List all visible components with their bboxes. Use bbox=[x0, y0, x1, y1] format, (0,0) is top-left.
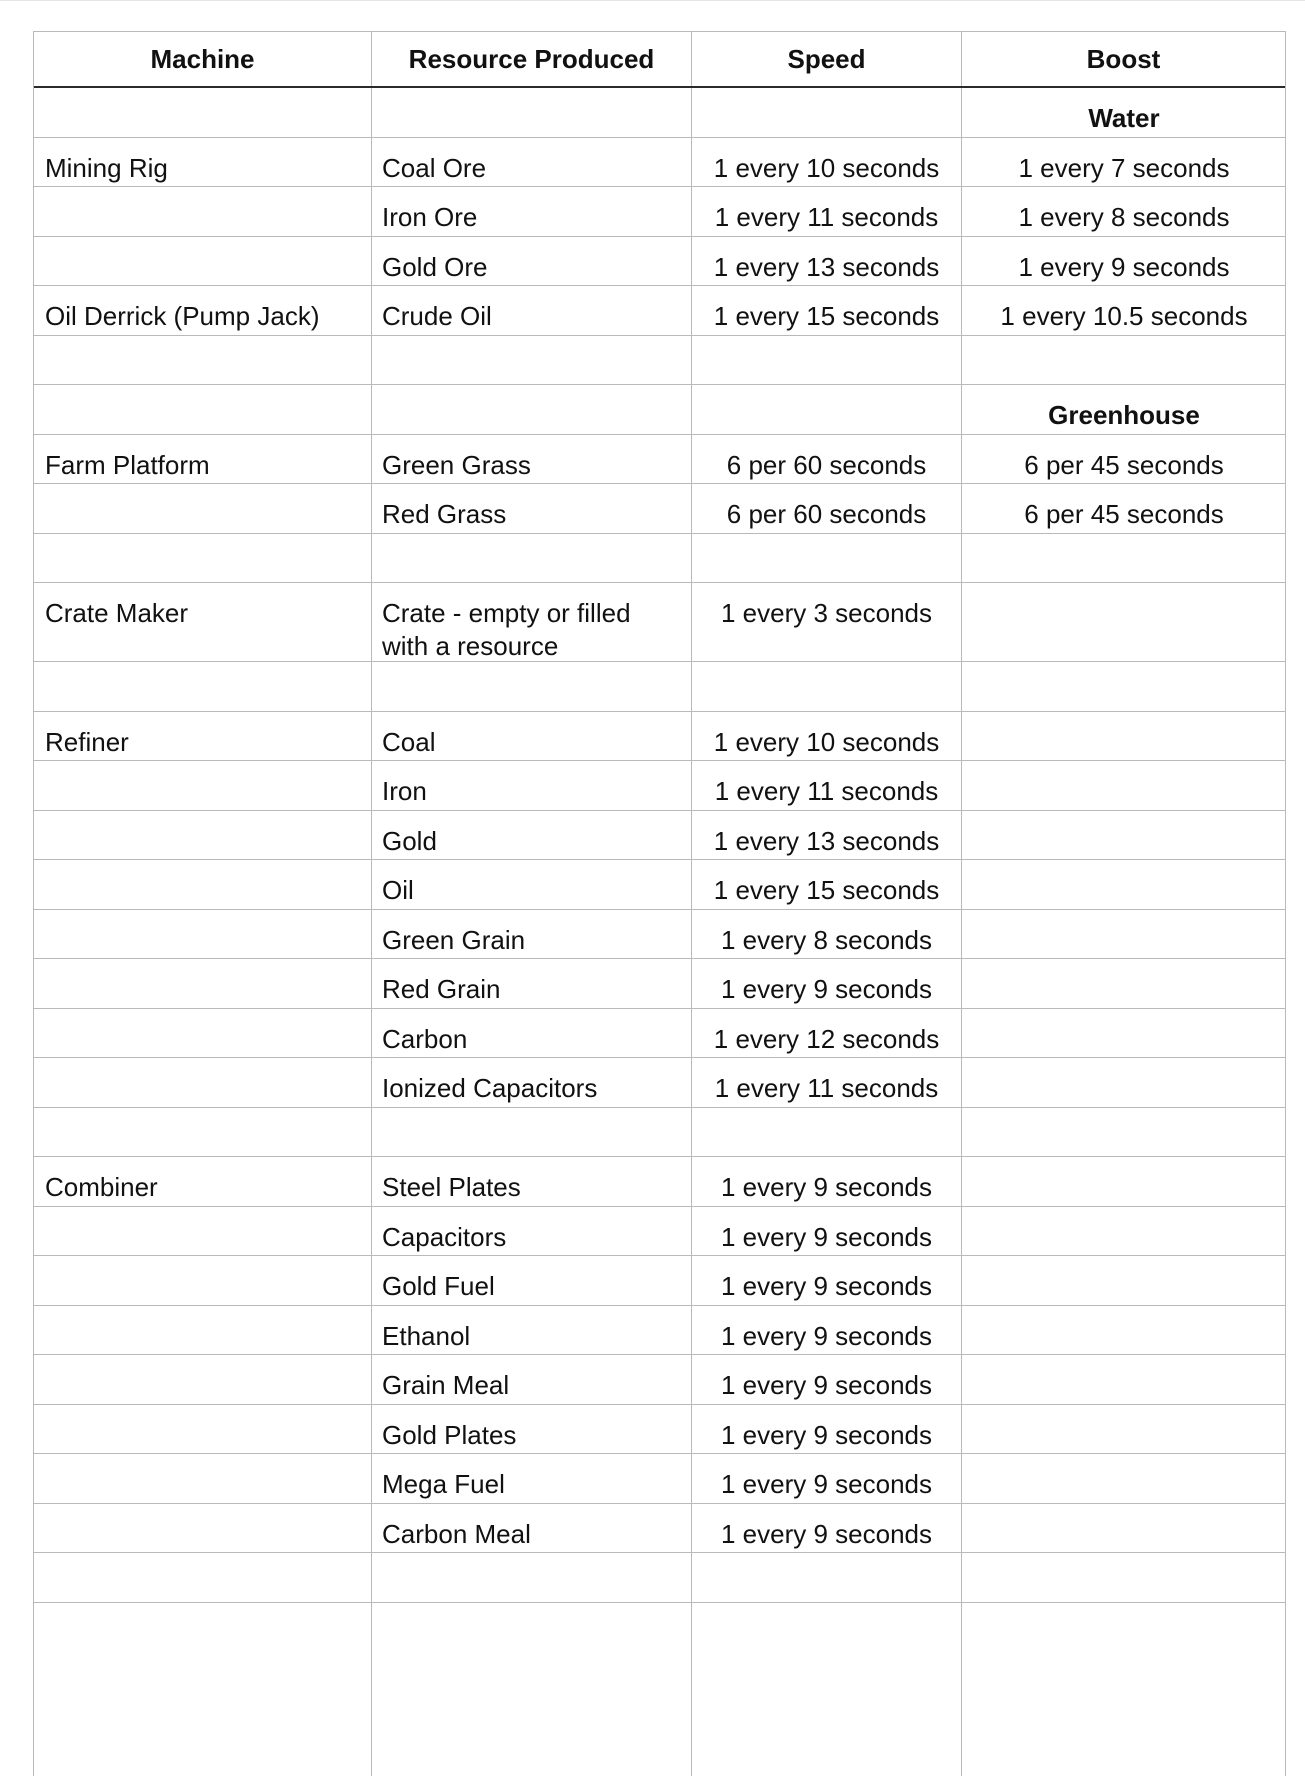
boost-subheader: Greenhouse bbox=[1048, 400, 1200, 430]
machine-cell: Refiner bbox=[45, 726, 129, 757]
speed-cell: 1 every 9 seconds bbox=[720, 1518, 932, 1549]
resource-cell: Iron bbox=[382, 776, 427, 806]
table-row bbox=[34, 1355, 1285, 1405]
resource-cell: Ethanol bbox=[382, 1320, 471, 1351]
table-row bbox=[34, 860, 1285, 910]
speed-cell: 1 every 8 seconds bbox=[720, 924, 932, 955]
table-row bbox=[34, 761, 1285, 811]
resource-cell: Red Grass bbox=[382, 499, 507, 529]
speed-cell: 1 every 3 seconds bbox=[720, 598, 932, 628]
table-row bbox=[34, 811, 1285, 861]
speed-cell: 1 every 9 seconds bbox=[720, 1469, 932, 1499]
resource-cell: Crate - empty or filled with a resource bbox=[382, 598, 631, 661]
top-divider bbox=[0, 0, 1305, 1]
table-row bbox=[34, 1157, 1285, 1207]
resource-cell: Red Grain bbox=[382, 974, 501, 1004]
table-row bbox=[34, 662, 1285, 712]
speed-cell: 1 every 13 seconds bbox=[713, 251, 940, 282]
table-row bbox=[34, 138, 1285, 188]
boost-cell: 1 every 9 seconds bbox=[1018, 251, 1230, 282]
speed-cell: 1 every 9 seconds bbox=[720, 974, 932, 1004]
speed-cell: 6 per 60 seconds bbox=[726, 449, 927, 480]
speed-cell: 1 every 9 seconds bbox=[720, 1172, 932, 1202]
speed-cell: 1 every 9 seconds bbox=[720, 1271, 932, 1301]
resource-cell: Green Grain bbox=[382, 924, 526, 955]
table-row bbox=[34, 1553, 1285, 1603]
boost-cell: 6 per 45 seconds bbox=[1024, 449, 1224, 480]
speed-cell: 1 every 9 seconds bbox=[720, 1221, 932, 1252]
resource-cell: Gold bbox=[382, 825, 437, 856]
header-resource-produced: Resource Produced bbox=[408, 44, 655, 74]
resource-cell: Gold Fuel bbox=[382, 1271, 495, 1301]
table-row bbox=[34, 1009, 1285, 1059]
resource-cell: Crude Oil bbox=[382, 301, 492, 331]
speed-cell: 1 every 11 seconds bbox=[714, 202, 939, 232]
resource-cell: Grain Meal bbox=[382, 1370, 510, 1400]
table-row bbox=[34, 910, 1285, 960]
speed-cell: 1 every 12 seconds bbox=[713, 1023, 940, 1054]
table-row bbox=[34, 336, 1285, 386]
table-row bbox=[34, 484, 1285, 534]
table-row bbox=[34, 1306, 1285, 1356]
resource-cell: Gold Plates bbox=[382, 1419, 517, 1450]
table-row bbox=[34, 385, 1285, 435]
speed-cell: 1 every 13 seconds bbox=[713, 825, 940, 856]
speed-cell: 1 every 15 seconds bbox=[713, 875, 940, 905]
table-row bbox=[34, 1454, 1285, 1504]
speed-cell: 1 every 11 seconds bbox=[714, 776, 939, 806]
machine-cell: Mining Rig bbox=[45, 152, 168, 183]
table-row bbox=[34, 88, 1285, 138]
table-row bbox=[34, 286, 1285, 336]
resource-cell: Coal bbox=[382, 726, 436, 757]
header-speed: Speed bbox=[787, 44, 866, 74]
resource-cell: Capacitors bbox=[382, 1221, 507, 1252]
resource-cell: Iron Ore bbox=[382, 202, 478, 232]
boost-cell: 1 every 10.5 seconds bbox=[1000, 301, 1248, 331]
resource-cell: Steel Plates bbox=[382, 1172, 521, 1202]
machine-cell: Farm Platform bbox=[45, 449, 210, 480]
header-boost: Boost bbox=[1086, 44, 1161, 74]
table-header bbox=[34, 32, 1285, 88]
speed-cell: 1 every 10 seconds bbox=[713, 726, 940, 757]
resource-cell: Oil bbox=[382, 875, 414, 905]
resource-cell: Carbon Meal bbox=[382, 1518, 531, 1549]
boost-cell: 1 every 8 seconds bbox=[1018, 202, 1230, 232]
speed-cell: 1 every 9 seconds bbox=[720, 1320, 932, 1351]
speed-cell: 6 per 60 seconds bbox=[726, 499, 927, 529]
table-row bbox=[34, 959, 1285, 1009]
boost-cell: 6 per 45 seconds bbox=[1024, 499, 1224, 529]
table-row bbox=[34, 1504, 1285, 1554]
machine-cell: Oil Derrick (Pump Jack) bbox=[45, 301, 320, 331]
resource-cell: Ionized Capacitors bbox=[382, 1073, 598, 1103]
table-row bbox=[34, 435, 1285, 485]
table-row bbox=[34, 1058, 1285, 1108]
speed-cell: 1 every 11 seconds bbox=[714, 1073, 939, 1103]
table-row bbox=[34, 583, 1285, 662]
header-machine: Machine bbox=[150, 44, 255, 74]
table-row bbox=[34, 1108, 1285, 1158]
speed-cell: 1 every 10 seconds bbox=[713, 152, 940, 183]
table-row bbox=[34, 534, 1285, 584]
table-row bbox=[34, 1256, 1285, 1306]
boost-subheader: Water bbox=[1088, 103, 1160, 133]
table-row bbox=[34, 712, 1285, 762]
table-row bbox=[34, 1207, 1285, 1257]
table-row bbox=[34, 1405, 1285, 1455]
production-table bbox=[33, 31, 1286, 1776]
speed-cell: 1 every 15 seconds bbox=[713, 301, 940, 331]
resource-cell: Gold Ore bbox=[382, 251, 488, 282]
resource-cell: Coal Ore bbox=[382, 152, 487, 183]
table-row bbox=[34, 187, 1285, 237]
resource-cell: Green Grass bbox=[382, 449, 531, 480]
speed-cell: 1 every 9 seconds bbox=[720, 1419, 932, 1450]
machine-cell: Crate Maker bbox=[45, 598, 189, 628]
resource-cell: Carbon bbox=[382, 1023, 468, 1054]
table-row bbox=[34, 237, 1285, 287]
resource-cell: Mega Fuel bbox=[382, 1469, 505, 1499]
machine-cell: Combiner bbox=[45, 1172, 158, 1202]
speed-cell: 1 every 9 seconds bbox=[720, 1370, 932, 1400]
boost-cell: 1 every 7 seconds bbox=[1018, 152, 1230, 183]
